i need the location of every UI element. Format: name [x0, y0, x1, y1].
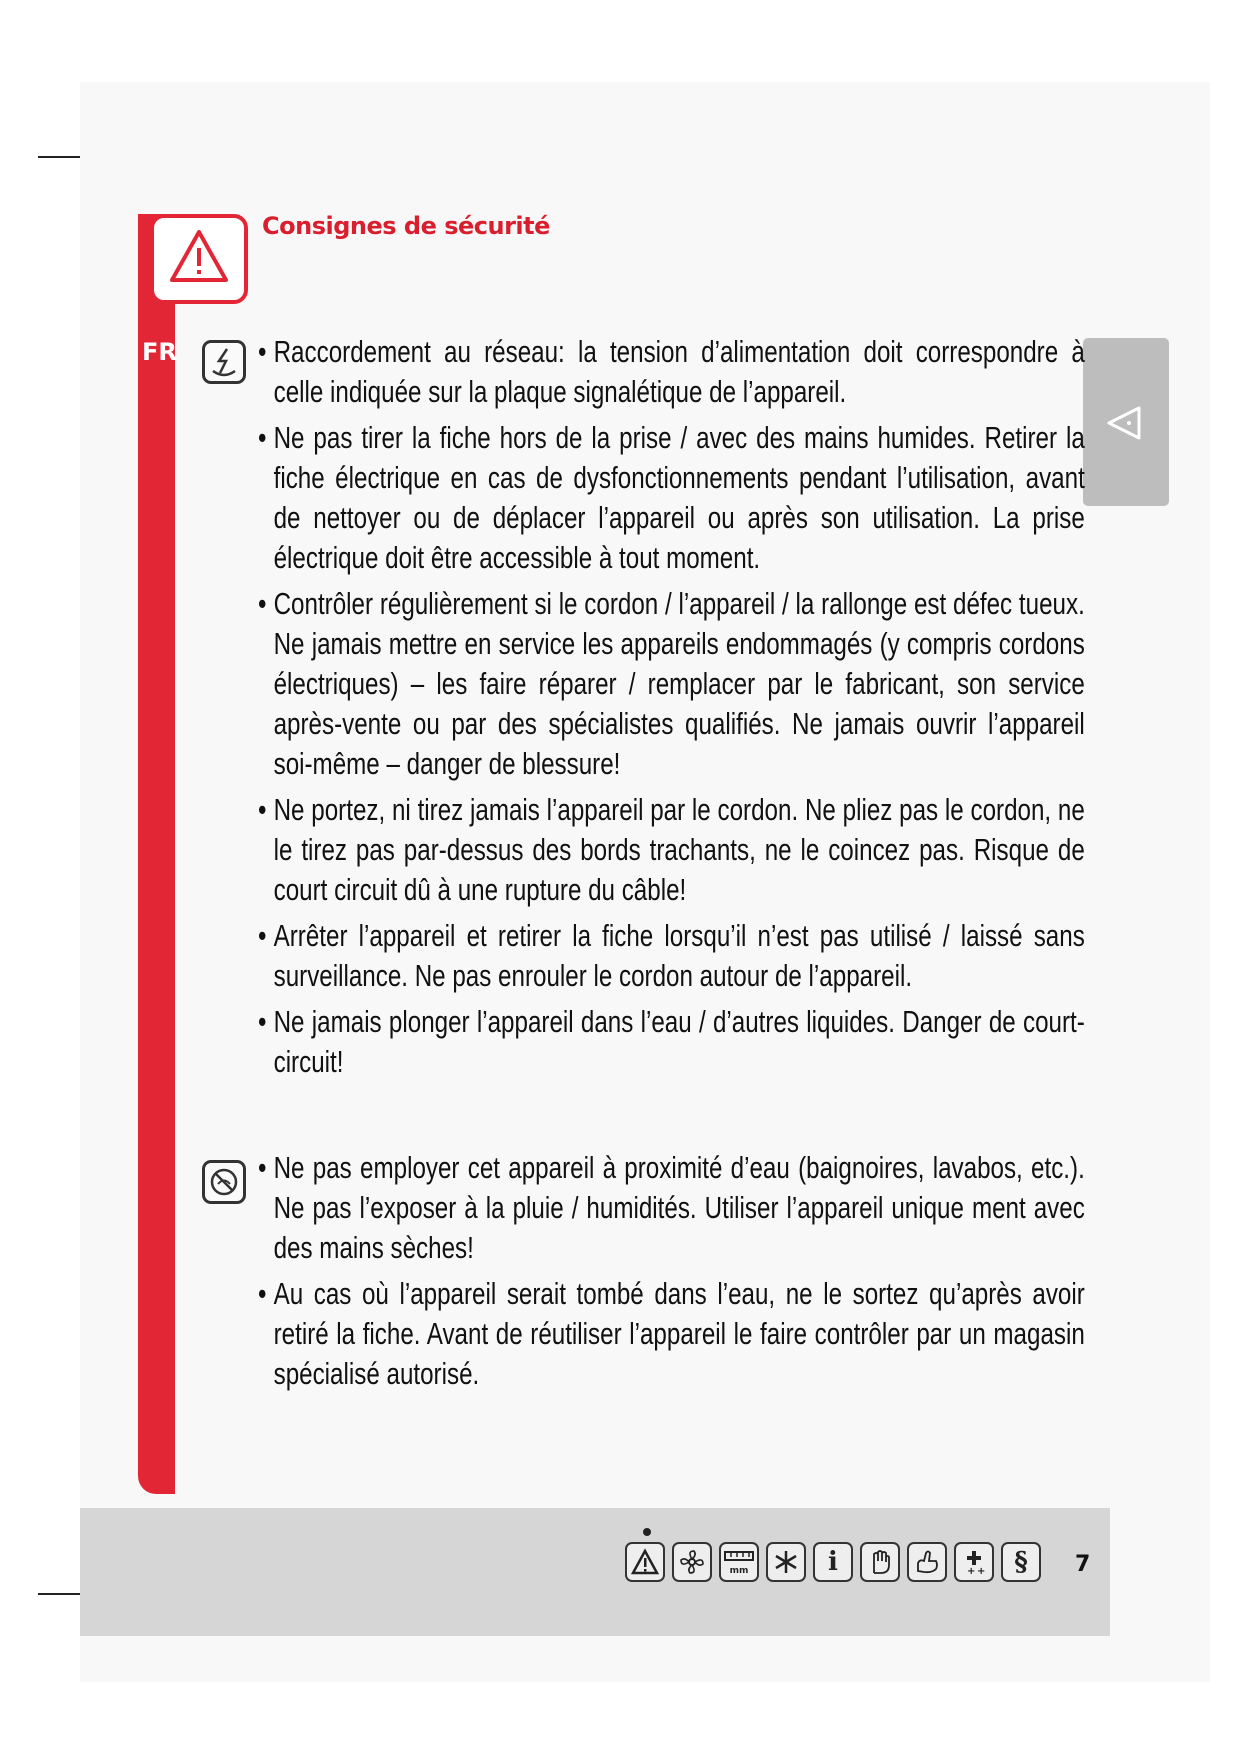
list-item: • Arrêter l’appareil et retirer la fiche lorsqu’il n’est pas utilisé / laissé sans surveillance. Ne pas enrouler le cordon autour de l’appareil.: [258, 916, 1085, 996]
list-item: • Au cas où l’appareil serait tombé dans l’eau, ne le sortez qu’après avoir retiré la fiche. Avant de réutiliser l’appareil le faire contrôler par un magasin spécialisé autorisé.: [258, 1274, 1085, 1394]
electric-plug-icon: [202, 340, 246, 384]
electric-safety-list: [258, 332, 1085, 1088]
list-item: • Ne pas tirer la fiche hors de la prise / avec des mains humides. Retirer la fiche électrique en cas de dysfonctionnements pendant l’utilisation, avant de nettoyer ou de déplacer l’appareil ou après son utilisation. La prise électrique doit être accessible à tout moment.: [258, 418, 1085, 578]
asterisk-icon[interactable]: [766, 1542, 806, 1582]
language-label: FR: [142, 338, 177, 366]
side-navigation-tab[interactable]: [1083, 338, 1169, 506]
water-safety-list: [258, 1148, 1085, 1400]
paragraph-icon[interactable]: [1001, 1542, 1041, 1582]
hand-icon[interactable]: [860, 1542, 900, 1582]
info-glyph: i: [828, 1547, 838, 1577]
triangle-left-icon: [1105, 404, 1143, 442]
svg-text:+: +: [967, 1566, 976, 1577]
page-title: Consignes de sécurité: [262, 212, 550, 240]
ruler-icon[interactable]: [719, 1542, 759, 1582]
cross-plus-icon[interactable]: [954, 1542, 994, 1582]
list-item: • Contrôler régulièrement si le cordon / l’appareil / la rallonge est défec tueux. Ne jamais mettre en service les appareils endommagés (y compris cordons électriques) – les faire réparer / remplacer par le fabricant, son service après-vente ou par des spécialistes qualifiés. Ne jamais ouvrir l’appareil soi-même – danger de blessure!: [258, 584, 1085, 784]
warning-icon[interactable]: [625, 1542, 665, 1582]
list-item: • Ne jamais plonger l’appareil dans l’eau / d’autres liquides. Danger de court-circuit!: [258, 1002, 1085, 1082]
hand-point-icon[interactable]: [907, 1542, 947, 1582]
language-sidebar-bar: [138, 214, 175, 1494]
list-item: • Raccordement au réseau: la tension d’alimentation doit correspondre à celle indiquée sur la plaque signalétique de l’appareil.: [258, 332, 1085, 412]
fan-icon[interactable]: [672, 1542, 712, 1582]
list-item: • Ne portez, ni tirez jamais l’appareil par le cordon. Ne pliez pas le cordon, ne le tirez pas par-dessus des bords trachants, ne le coincez pas. Risque de court circuit dû à une rupture du câble!: [258, 790, 1085, 910]
no-water-icon: [202, 1160, 246, 1204]
svg-text:+: +: [977, 1566, 986, 1577]
info-icon[interactable]: [813, 1542, 853, 1582]
warning-badge: [150, 214, 248, 304]
warning-triangle-icon: [154, 218, 244, 300]
page-number: 7: [1075, 1552, 1091, 1577]
ruler-unit-label: mm: [729, 1566, 749, 1576]
section-navigation: [625, 1542, 1041, 1582]
current-section-indicator: [643, 1528, 651, 1536]
paragraph-glyph: §: [1014, 1547, 1028, 1577]
list-item: • Ne pas employer cet appareil à proximité d’eau (baignoires, lavabos, etc.). Ne pas l’exposer à la pluie / humidités. Utiliser l’appareil unique ment avec des mains sèches!: [258, 1148, 1085, 1268]
